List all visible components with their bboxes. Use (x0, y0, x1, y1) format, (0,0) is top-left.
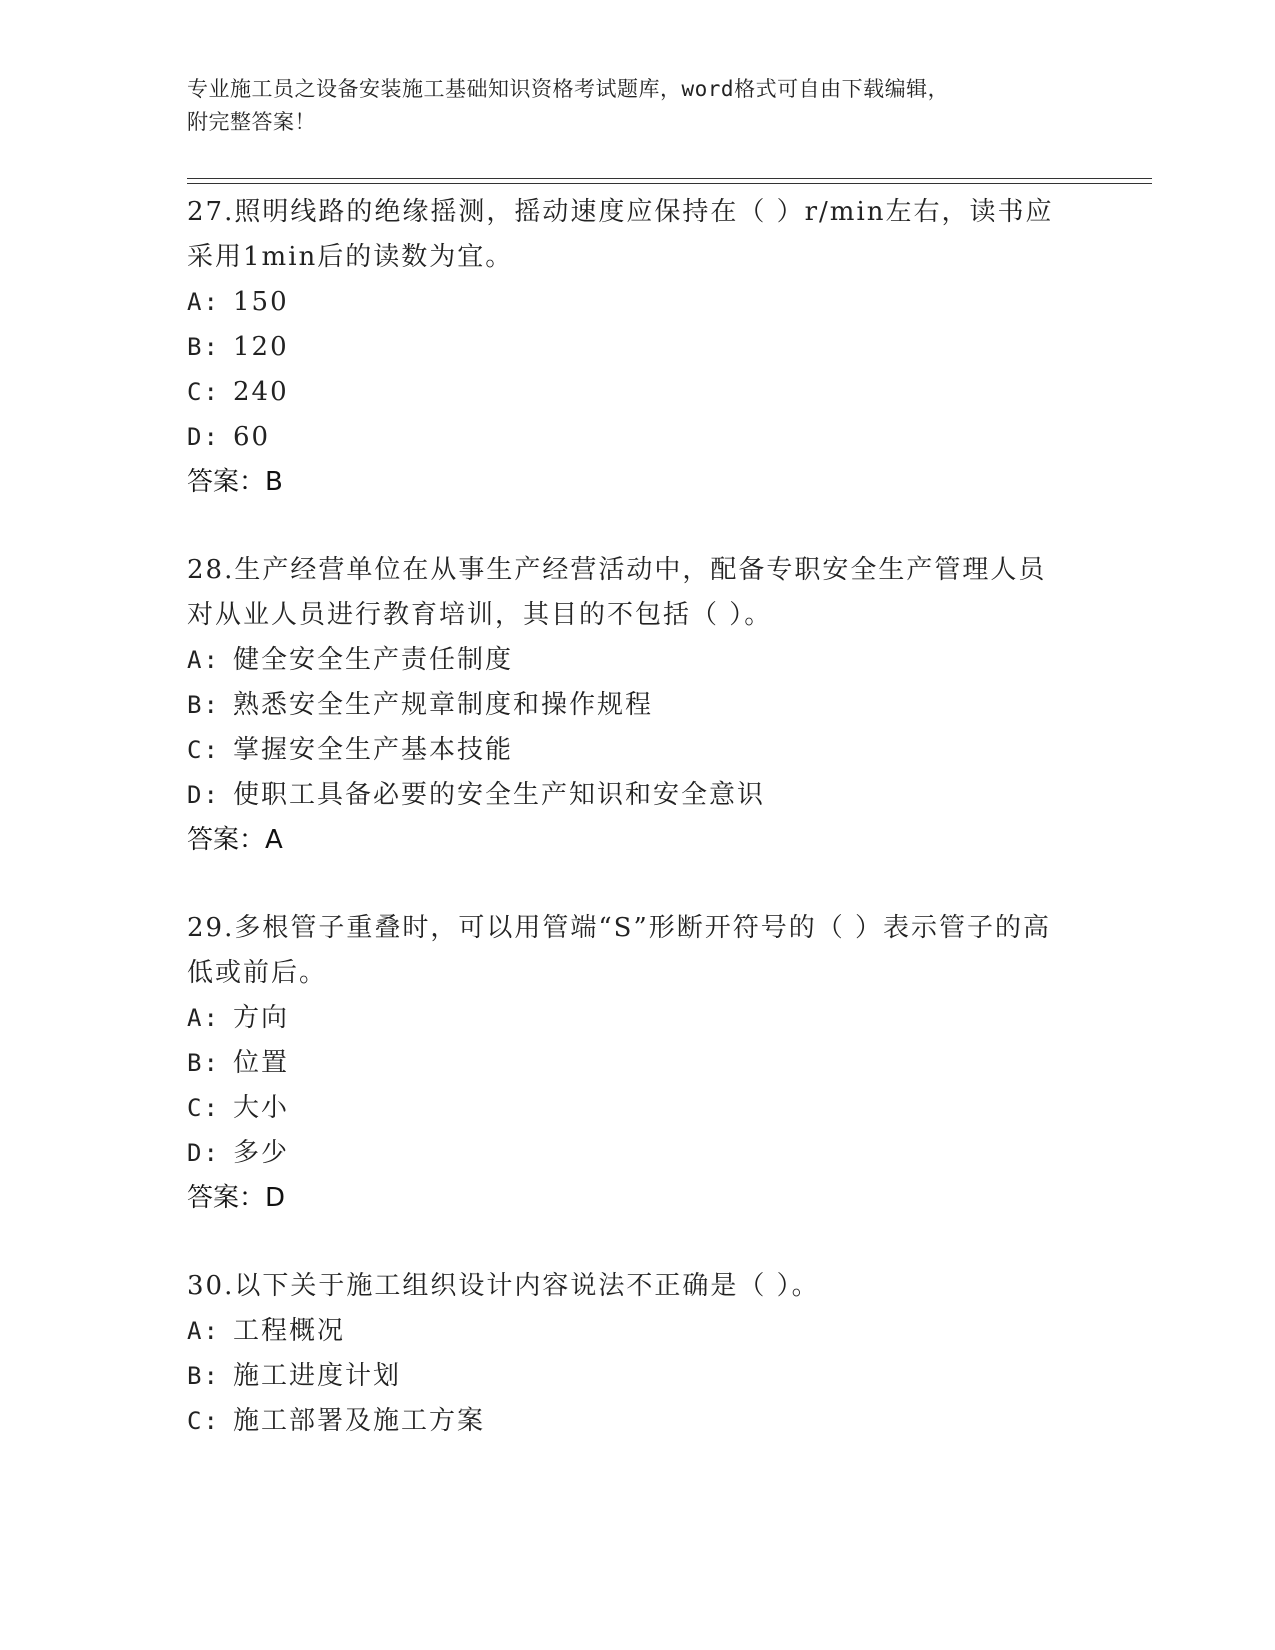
header-line-1: 专业施工员之设备安装施工基础知识资格考试题库，word格式可自由下载编辑， (187, 77, 950, 101)
option-text: 120 (233, 332, 289, 362)
option-text: 多少 (233, 1138, 290, 1168)
option-b (187, 325, 1087, 370)
option-a (187, 280, 1087, 325)
header-divider-top (187, 178, 1152, 179)
option-text: 工程概况 (233, 1316, 346, 1346)
option-letter: A: (187, 1317, 220, 1345)
header-line-2: 附完整答案！ (187, 110, 316, 134)
option-b (187, 1354, 1087, 1399)
question-stem: 27.照明线路的绝缘摇测，摇动速度应保持在（ ）r/min左右，读书应采用1min后的读数为宜。 (187, 197, 1054, 272)
option-letter: B: (187, 333, 220, 361)
option-c (187, 728, 1087, 773)
header-divider-bottom (187, 183, 1152, 184)
option-letter: C: (187, 736, 220, 764)
answer-line: 答案：D (187, 1183, 286, 1213)
option-b (187, 1041, 1087, 1086)
option-a (187, 1309, 1087, 1354)
question-stem: 30.以下关于施工组织设计内容说法不正确是（ ）。 (187, 1271, 820, 1301)
option-text: 熟悉安全生产规章制度和操作规程 (233, 690, 654, 720)
question-27 (187, 190, 1087, 505)
option-d (187, 773, 1087, 818)
option-letter: A: (187, 646, 220, 674)
answer-line: 答案：B (187, 467, 283, 497)
option-c (187, 1086, 1087, 1131)
option-letter: B: (187, 1049, 220, 1077)
option-a (187, 638, 1087, 683)
option-letter: A: (187, 1004, 220, 1032)
option-text: 掌握安全生产基本技能 (233, 735, 514, 765)
option-letter: C: (187, 378, 220, 406)
option-text: 240 (233, 377, 289, 407)
option-letter: B: (187, 1362, 220, 1390)
option-letter: D: (187, 423, 220, 451)
question-28 (187, 548, 1087, 863)
question-list (187, 190, 1087, 1444)
option-c (187, 370, 1087, 415)
option-a (187, 996, 1087, 1041)
question-30 (187, 1264, 1087, 1444)
option-text: 150 (233, 287, 289, 317)
answer-line: 答案：A (187, 825, 283, 855)
option-text: 位置 (233, 1048, 290, 1078)
document-header (187, 73, 1087, 139)
option-text: 大小 (233, 1093, 290, 1123)
question-29 (187, 906, 1087, 1221)
option-d (187, 415, 1087, 460)
option-text: 施工进度计划 (233, 1361, 402, 1391)
option-c (187, 1399, 1087, 1444)
option-text: 方向 (233, 1003, 290, 1033)
option-letter: B: (187, 691, 220, 719)
option-text: 施工部署及施工方案 (233, 1406, 486, 1436)
question-stem: 29.多根管子重叠时，可以用管端“S”形断开符号的（ ）表示管子的高低或前后。 (187, 913, 1052, 988)
option-text: 使职工具备必要的安全生产知识和安全意识 (233, 780, 766, 810)
option-letter: D: (187, 781, 220, 809)
option-letter: A: (187, 288, 220, 316)
option-d (187, 1131, 1087, 1176)
option-text: 健全安全生产责任制度 (233, 645, 514, 675)
question-stem: 28.生产经营单位在从事生产经营活动中，配备专职安全生产管理人员对从业人员进行教育培训，其目的不包括（ ）。 (187, 555, 1047, 630)
option-letter: D: (187, 1139, 220, 1167)
option-letter: C: (187, 1407, 220, 1435)
option-b (187, 683, 1087, 728)
option-letter: C: (187, 1094, 220, 1122)
option-text: 60 (233, 422, 271, 452)
